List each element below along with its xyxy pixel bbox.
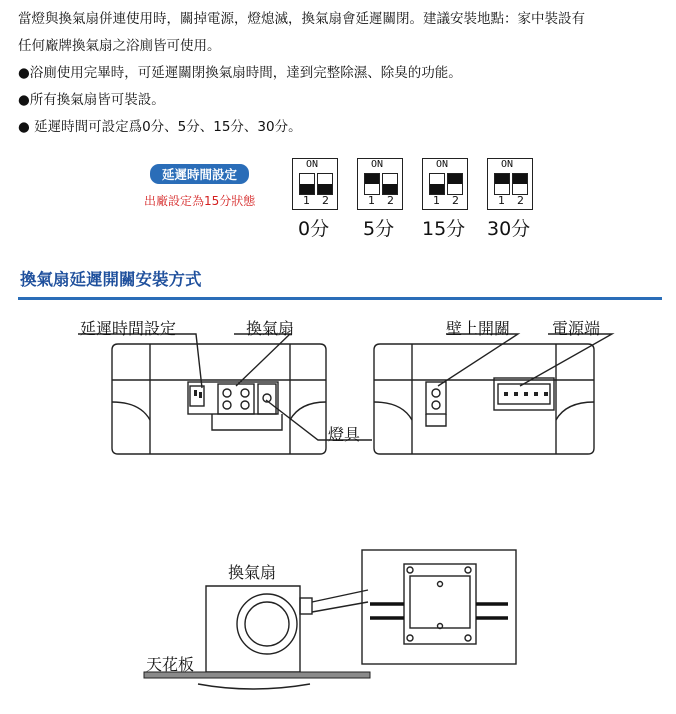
dip-option-label: 5分: [363, 218, 395, 240]
dip-number-2: 2: [517, 194, 524, 207]
dip-on-label: ON: [501, 159, 514, 170]
dip-option-label: 30分: [487, 218, 531, 240]
dip-number-2: 2: [322, 194, 329, 207]
section-title: 換氣扇延遲開關安裝方式: [20, 270, 202, 289]
bullet-1: ●浴廁使用完畢時，可延遲關閉換氣扇時間，達到完整除濕、除臭的功能。: [18, 65, 462, 81]
fan-grill-inner: [245, 602, 289, 646]
dip-number-1: 1: [303, 194, 310, 207]
dip-on-label: ON: [371, 159, 384, 170]
fan-bottom-curve: [198, 684, 310, 689]
dip-on-label: ON: [436, 159, 449, 170]
label-delay-setting: 延遲時間設定: [80, 319, 177, 338]
dip-on-label: ON: [306, 159, 319, 170]
bullet-3: ● 延遲時間可設定爲0分、5分、15分、30分。: [18, 119, 302, 135]
leader-fan: [234, 334, 290, 386]
leader-power: [520, 334, 612, 386]
label-fan-2: 換氣扇: [228, 563, 277, 582]
zoom-box: [362, 550, 516, 664]
label-ceiling: 天花板: [146, 655, 195, 674]
dip-number-1: 1: [433, 194, 440, 207]
fan-side-module: [300, 598, 312, 614]
delay-setting-badge: 延遲時間設定: [150, 164, 249, 184]
label-wall-switch: 壁上開關: [446, 319, 511, 338]
factory-setting-note: 出廠設定為15分狀態: [144, 194, 256, 208]
label-power-terminal: 電源端: [552, 319, 601, 338]
label-light-fixture: 燈具: [328, 425, 361, 444]
dip-number-1: 1: [368, 194, 375, 207]
dip-number-2: 2: [387, 194, 394, 207]
bullet-2: ●所有換氣扇皆可裝設。: [18, 92, 165, 108]
dip-option-label: 15分: [422, 218, 466, 240]
intro-line-2: 任何廠牌換氣扇之浴廁皆可使用。: [18, 38, 221, 54]
fan-grill-outer: [237, 594, 297, 654]
left-device-outline: [112, 344, 326, 454]
dip-option-label: 0分: [298, 218, 330, 240]
dip-number-2: 2: [452, 194, 459, 207]
dip-number-1: 1: [498, 194, 505, 207]
intro-line-1: 當燈與換氣扇併連使用時，關掉電源，燈熄滅，換氣扇會延遲關閉。建議安裝地點：家中裝設有: [18, 11, 585, 27]
fan-box: [206, 586, 300, 672]
right-device-outline: [374, 344, 594, 454]
label-fan: 換氣扇: [246, 319, 295, 338]
